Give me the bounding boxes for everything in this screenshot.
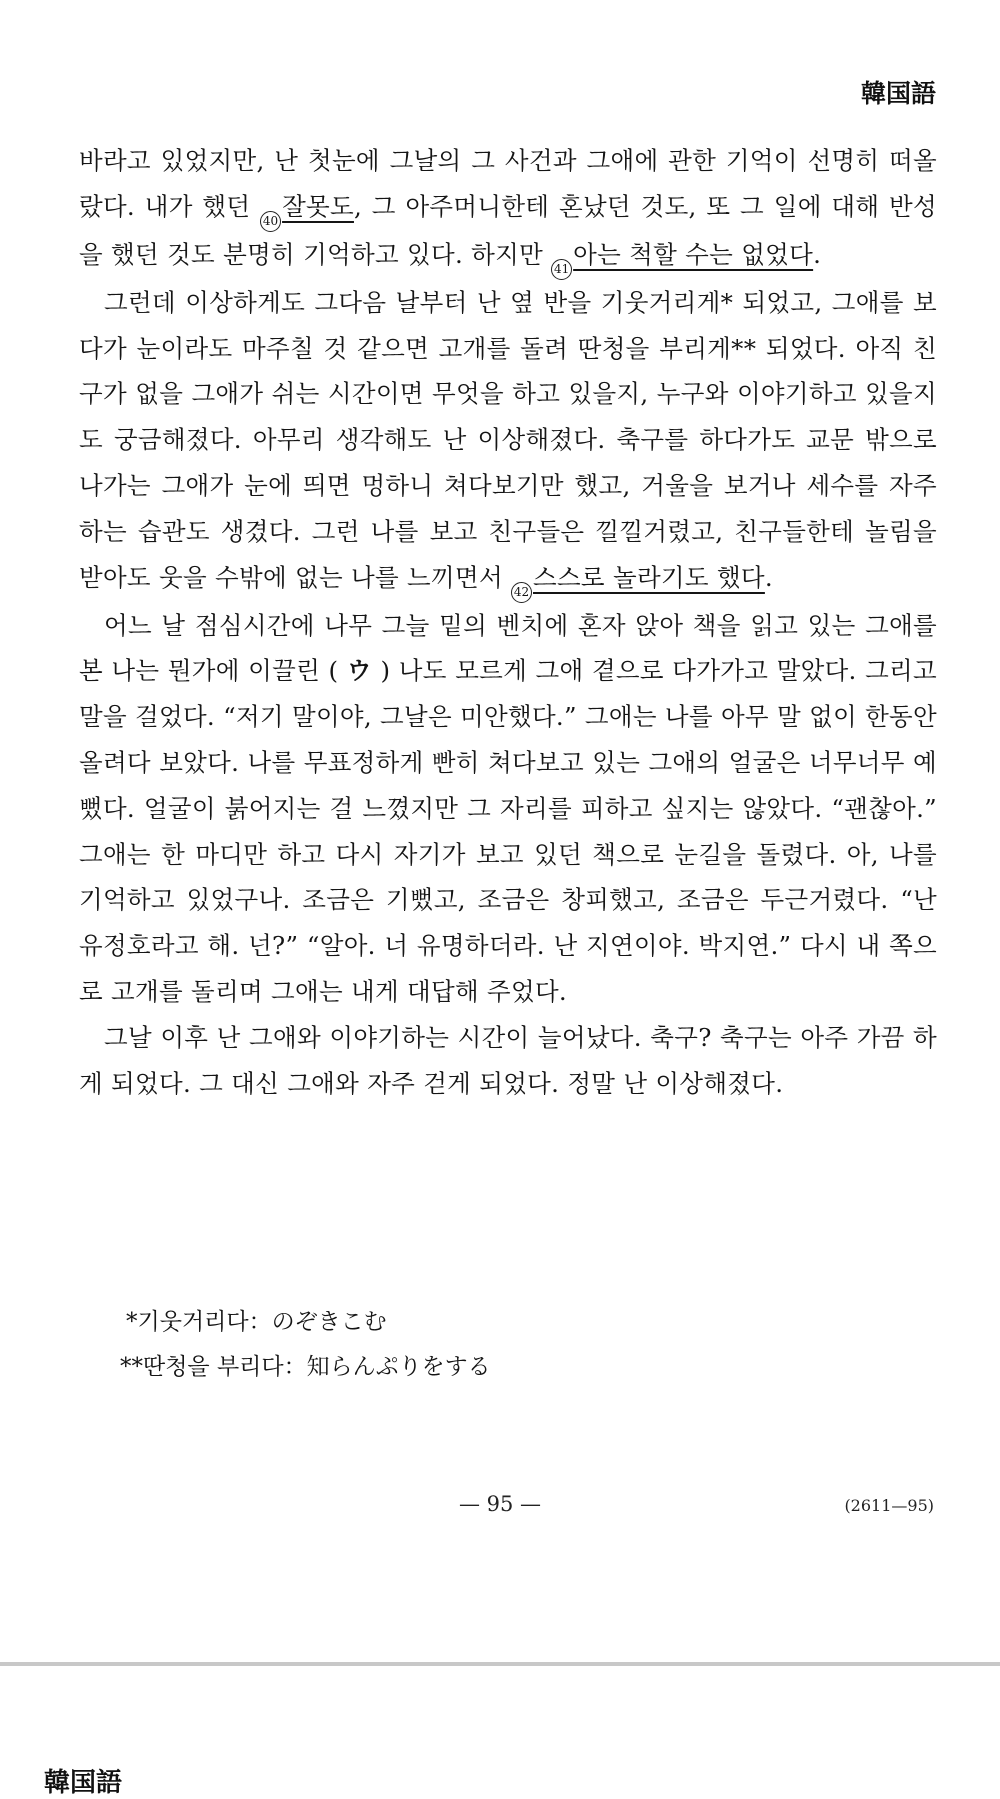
paragraph-1 bbox=[79, 138, 937, 280]
page-number: — 95 — bbox=[458, 1492, 542, 1516]
subject-header: 韓国語 bbox=[860, 79, 936, 108]
underlined-phrase-42: 스스로 놀라기도 했다 bbox=[533, 562, 765, 592]
paragraph-4 bbox=[79, 1015, 937, 1107]
paragraph-2 bbox=[79, 280, 937, 603]
paragraph-2-end: . bbox=[764, 562, 773, 592]
paragraph-1-text-b: , 그 아주머니한테 혼났던 것도, 또 그 일에 대해 반성을 했던 것도 분명히 기억하고 있다. 하지만 bbox=[79, 191, 937, 269]
paragraph-2-text-a: 그런데 이상하게도 그다음 날부터 난 옆 반을 기웃거리게* 되었고, 그애를 보다가 눈이라도 마주칠 것 같으면 고개를 돌려 딴청을 부리게** 되었다. 아직 친구가 없을 그애가 쉬는 시간이면 무엇을 하고 있을지, 누구와 이야기하고 있을지도 궁금해졌다. 아무리 생각해도 난 이상해졌다. 축구를 하다가도 교문 밖으로 나가는 그애가 눈에 띄면 멍하니 쳐다보기만 했고, 거울을 보거나 세수를 자주 하는 습관도 생겼다. 그런 나를 보고 친구들은 낄낄거렸고, 친구들한테 놀림을 받아도 웃을 수밖에 없는 나를 느끼면서 bbox=[79, 287, 937, 592]
question-marker-40: 40 bbox=[260, 211, 281, 232]
next-page-header: 韓国語 bbox=[44, 1768, 123, 1798]
paragraph-4-text: 그날 이후 난 그애와 이야기하는 시간이 늘어났다. 축구? 축구는 아주 가끔 하게 되었다. 그 대신 그애와 자주 걷게 되었다. 정말 난 이상해졌다. bbox=[79, 1022, 937, 1098]
page-code: (2611—95) bbox=[844, 1496, 934, 1515]
underlined-phrase-41: 아는 척할 수는 없었다 bbox=[573, 239, 814, 269]
paragraph-3 bbox=[79, 603, 937, 1015]
underlined-phrase-40: 잘못도 bbox=[282, 191, 354, 221]
passage-body bbox=[79, 138, 937, 1106]
page-divider bbox=[0, 1662, 1000, 1666]
paragraph-1-text-a: 바라고 있었지만, 난 첫눈에 그날의 그 사건과 그애에 관한 기억이 선명히 떠올랐다. 내가 했던 bbox=[79, 146, 937, 221]
vocabulary-notes bbox=[120, 1300, 491, 1390]
paragraph-1-end: . bbox=[813, 239, 822, 269]
paragraph-3-text-a: 어느 날 점심시간에 나무 그늘 밑의 벤치에 혼자 앉아 책을 읽고 있는 그애를 본 나는 뭔가에 이끌린 ( bbox=[79, 610, 937, 686]
note-2: **딴청을 부리다：知らんぷりをする bbox=[120, 1354, 491, 1380]
note-1: *기웃거리다：のぞきこむ bbox=[126, 1309, 387, 1335]
blank-label-u: ウ bbox=[346, 656, 373, 686]
question-marker-41: 41 bbox=[551, 259, 572, 280]
question-marker-42: 42 bbox=[511, 582, 532, 603]
paragraph-3-text-b: ) 나도 모르게 그애 곁으로 다가가고 말았다. 그리고 말을 걸었다. “저기 말이야, 그날은 미안했다.” 그애는 나를 아무 말 없이 한동안 올려다 보았다. 나를 무표정하게 빤히 쳐다보고 있는 그애의 얼굴은 너무너무 예뻤다. 얼굴이 붉어지는 걸 느꼈지만 그 자리를 피하고 싶지는 않았다. “괜찮아.” 그애는 한 마디만 하고 다시 자기가 보고 있던 책으로 눈길을 돌렸다. 아, 나를 기억하고 있었구나. 조금은 기뻤고, 조금은 창피했고, 조금은 두근거렸다. “난 유정호라고 해. 넌?” “알아. 너 유명하더라. 난 지연이야. 박지연.” 다시 내 쪽으로 고개를 돌리며 그애는 내게 대답해 주었다. bbox=[79, 656, 937, 1006]
